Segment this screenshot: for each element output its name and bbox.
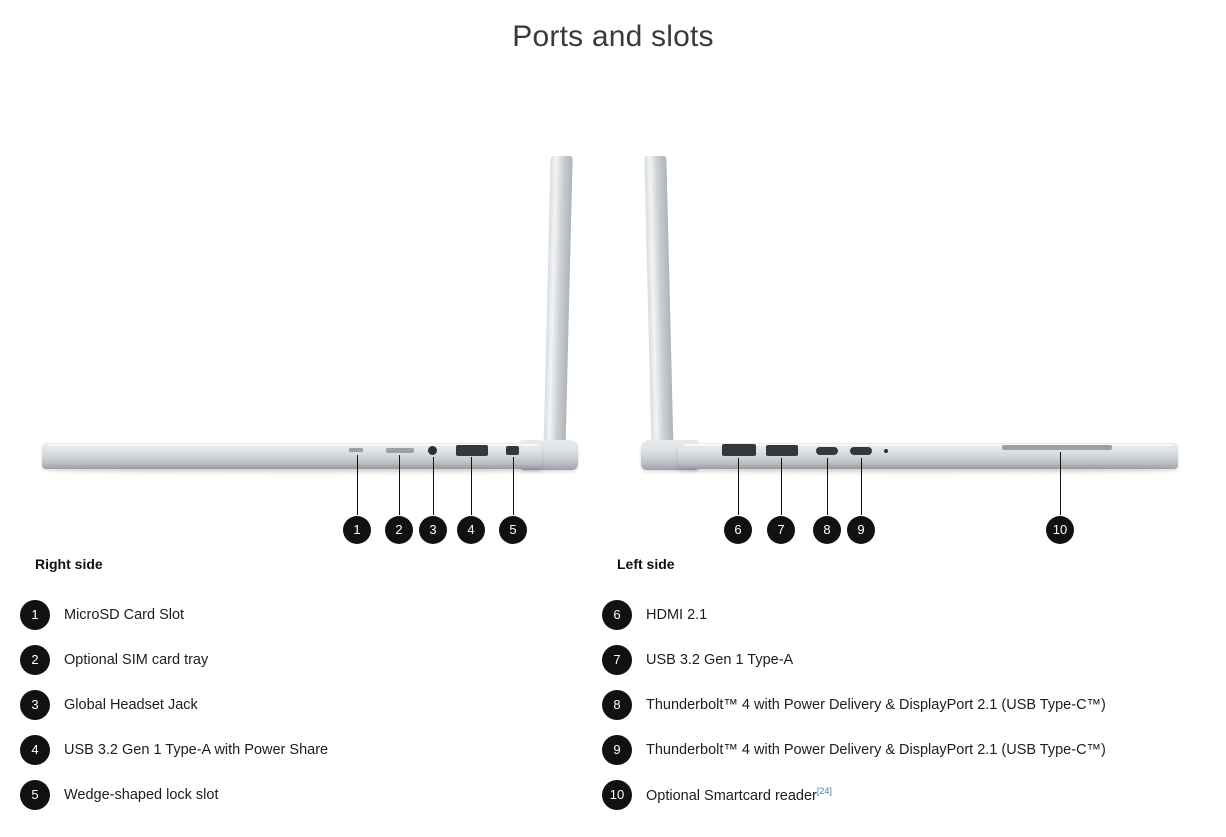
leader-line-1 xyxy=(357,455,358,515)
legend-label-9: Thunderbolt™ 4 with Power Delivery & DisplayPort 2.1 (USB Type-C™) xyxy=(646,741,1106,758)
callout-8: 8 xyxy=(813,516,841,544)
ports-illustration xyxy=(0,72,1226,537)
legend-bullet-4: 4 xyxy=(20,735,50,765)
list-item xyxy=(602,592,1202,637)
callout-9: 9 xyxy=(847,516,875,544)
list-item xyxy=(602,772,1202,817)
callout-5: 5 xyxy=(499,516,527,544)
legend-bullet-2: 2 xyxy=(20,645,50,675)
list-item xyxy=(20,637,580,682)
legend-label-6: HDMI 2.1 xyxy=(646,606,708,623)
list-item xyxy=(20,727,580,772)
legend-label-10-text: Optional Smartcard reader xyxy=(646,787,817,804)
laptop-lid-left-view xyxy=(644,156,673,456)
thunderbolt-port-2 xyxy=(850,447,872,455)
list-item xyxy=(20,592,580,637)
callout-6: 6 xyxy=(724,516,752,544)
legend-label-4: USB 3.2 Gen 1 Type-A with Power Share xyxy=(64,741,329,758)
smartcard-reader-slot xyxy=(1002,445,1112,450)
legend-bullet-7: 7 xyxy=(602,645,632,675)
sim-card-tray-port xyxy=(386,448,414,453)
legend-bullet-10: 10 xyxy=(602,780,632,810)
leader-line-4 xyxy=(471,457,472,515)
leader-line-5 xyxy=(513,457,514,515)
legend-label-3: Global Headset Jack xyxy=(64,696,198,713)
list-item xyxy=(20,772,580,817)
legend-heading-left-side: Left side xyxy=(617,556,675,572)
legend-label-10 xyxy=(646,786,832,804)
headset-jack-port xyxy=(428,446,437,455)
legend-column-right-side xyxy=(20,556,580,817)
legend-bullet-1: 1 xyxy=(20,600,50,630)
callout-1: 1 xyxy=(343,516,371,544)
list-item xyxy=(602,637,1202,682)
wedge-lock-slot-port xyxy=(506,446,519,455)
usb-a-port xyxy=(766,445,798,456)
leader-line-7 xyxy=(781,458,782,515)
list-item xyxy=(602,727,1202,772)
callout-2: 2 xyxy=(385,516,413,544)
legend-bullet-3: 3 xyxy=(20,690,50,720)
legend-heading-right-side: Right side xyxy=(35,556,103,572)
page-title: Ports and slots xyxy=(512,20,714,53)
callout-4: 4 xyxy=(457,516,485,544)
microsd-card-slot-port xyxy=(349,448,363,452)
legend-label-8: Thunderbolt™ 4 with Power Delivery & DisplayPort 2.1 (USB Type-C™) xyxy=(646,696,1106,713)
leader-line-9 xyxy=(861,458,862,515)
usb-a-powershare-port xyxy=(456,445,488,456)
leader-line-6 xyxy=(738,458,739,515)
legend-bullet-5: 5 xyxy=(20,780,50,810)
hdmi-port xyxy=(722,444,756,456)
laptop-shadow-right-view xyxy=(55,467,555,474)
legend-bullet-8: 8 xyxy=(602,690,632,720)
laptop-lid-right-view xyxy=(543,156,572,456)
legend-column-left-side xyxy=(602,556,1202,817)
leader-line-3 xyxy=(433,457,434,515)
callout-7: 7 xyxy=(767,516,795,544)
leader-line-2 xyxy=(399,455,400,515)
footnote-ref-24[interactable]: [24] xyxy=(816,785,832,796)
legend-label-5: Wedge-shaped lock slot xyxy=(64,786,219,803)
status-pinhole xyxy=(884,449,888,453)
legend-label-2: Optional SIM card tray xyxy=(64,651,209,668)
callout-10: 10 xyxy=(1046,516,1074,544)
list-item xyxy=(602,682,1202,727)
legend-label-7: USB 3.2 Gen 1 Type-A xyxy=(646,651,794,668)
thunderbolt-port-1 xyxy=(816,447,838,455)
legend-label-1: MicroSD Card Slot xyxy=(64,606,185,623)
list-item xyxy=(20,682,580,727)
legend-bullet-9: 9 xyxy=(602,735,632,765)
laptop-shadow-left-view xyxy=(668,467,1168,474)
callout-3: 3 xyxy=(419,516,447,544)
leader-line-10 xyxy=(1060,452,1061,515)
leader-line-8 xyxy=(827,458,828,515)
legend-bullet-6: 6 xyxy=(602,600,632,630)
